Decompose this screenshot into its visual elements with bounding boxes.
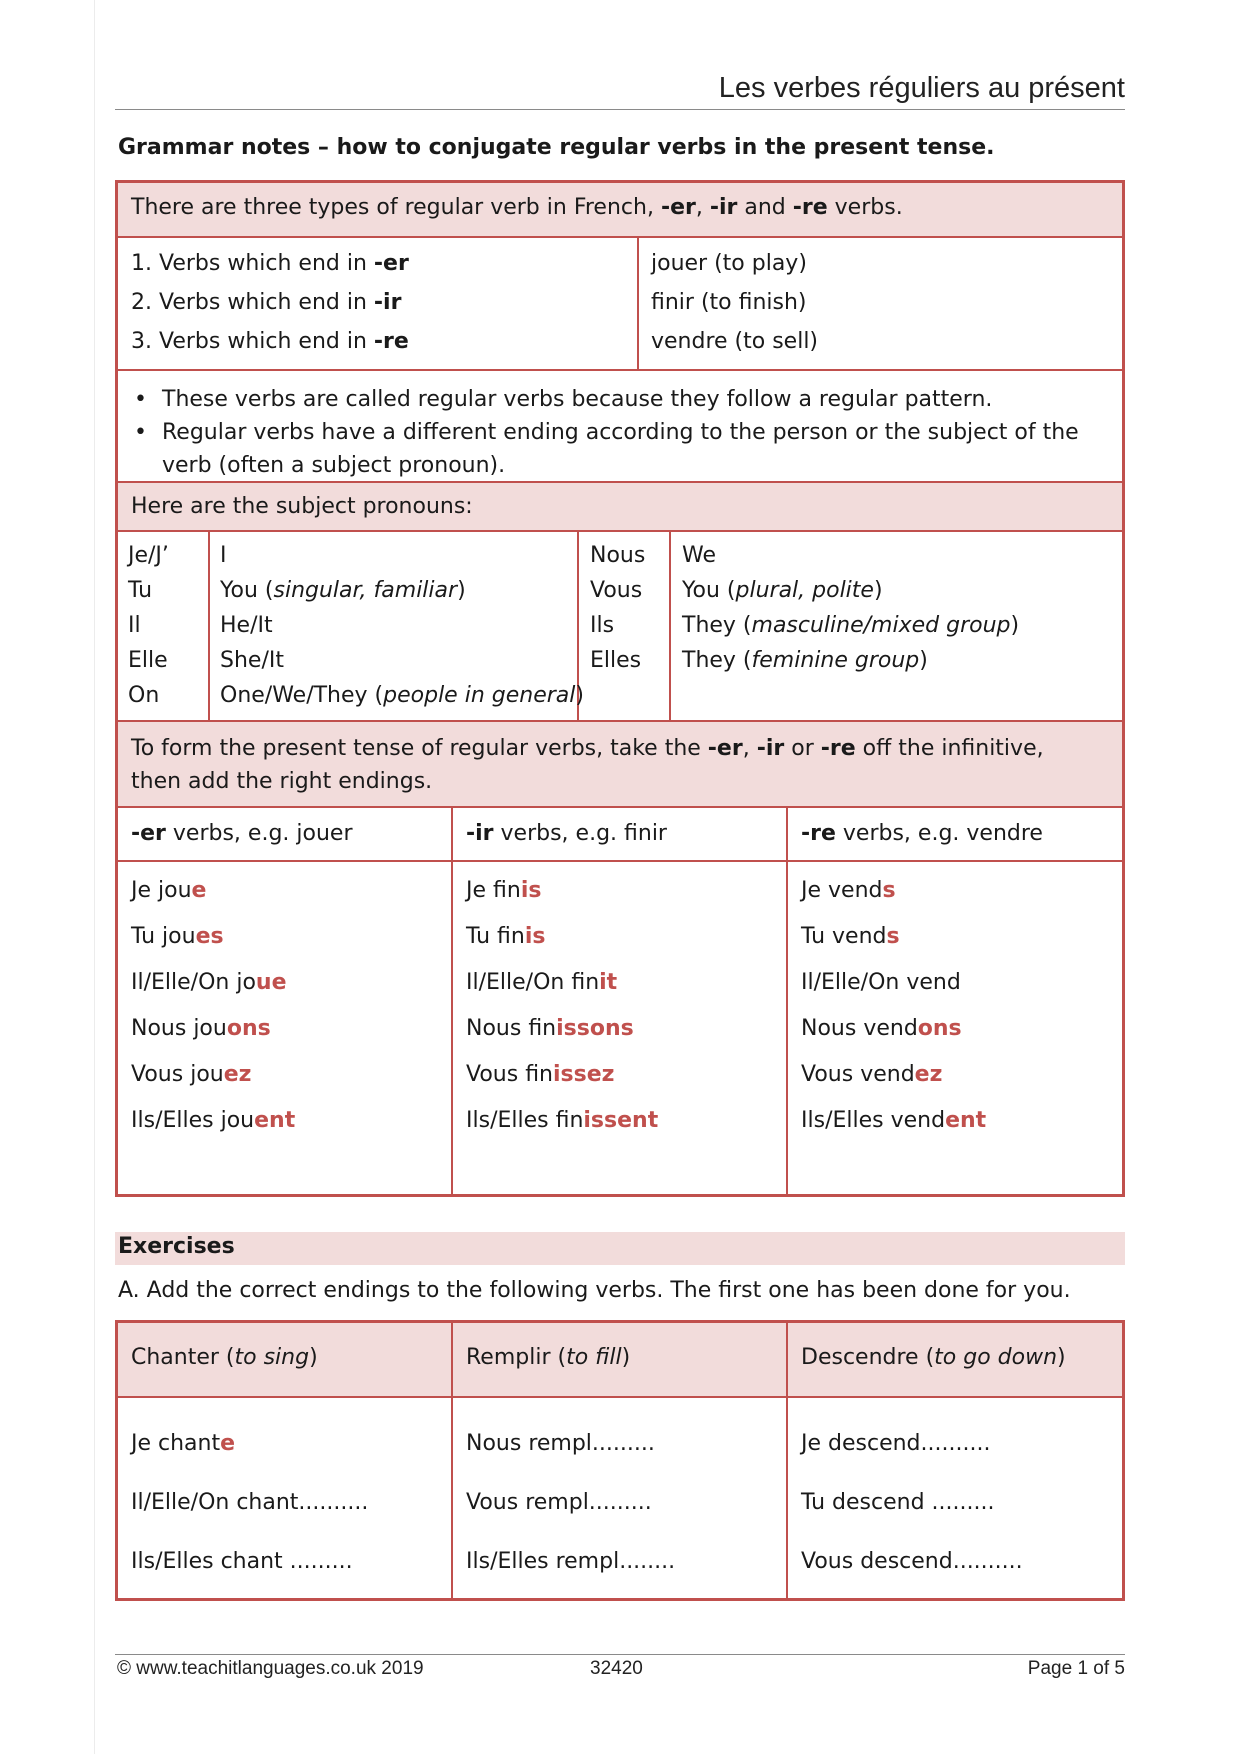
verb-stem: Tu vend xyxy=(801,924,887,949)
header-meaning: to go down xyxy=(934,1345,1058,1370)
pronoun-en xyxy=(220,643,584,678)
header-verb: ) xyxy=(1057,1345,1066,1370)
conjugation-line xyxy=(466,1052,658,1098)
conjugation-line xyxy=(466,868,658,914)
column-divider xyxy=(208,532,210,720)
pronoun-en-text: You ( xyxy=(220,578,274,603)
column-divider xyxy=(669,532,671,720)
verb-ending: is xyxy=(520,878,542,903)
form-intro-part: off the infinitive, xyxy=(855,736,1044,761)
pronouns-row xyxy=(118,530,1122,720)
bullet-icon: • xyxy=(134,420,147,445)
pronoun-note: masculine/mixed group xyxy=(751,613,1011,638)
page-edge xyxy=(94,0,95,1754)
item-number: 3. xyxy=(131,329,152,354)
verb-types-row xyxy=(118,236,1122,369)
ending-ir: -ir xyxy=(709,195,738,220)
page-title: Les verbes réguliers au présent xyxy=(718,72,1125,104)
item-number: 2. xyxy=(131,290,152,315)
exercise-prompt: Il/Elle/On chant.......... xyxy=(131,1490,369,1515)
exercise-prompt: Je descend.......... xyxy=(801,1431,991,1456)
bullet-item xyxy=(132,416,1106,482)
conjugation-line xyxy=(801,914,986,960)
exercise-table xyxy=(115,1320,1125,1601)
conjugation-line xyxy=(131,1006,295,1052)
footer-code: 32420 xyxy=(590,1658,643,1679)
types-intro-part: and xyxy=(737,195,793,220)
pronoun-en xyxy=(220,573,584,608)
verb-ending: ent xyxy=(254,1108,296,1133)
verb-stem: Il/Elle/On vend xyxy=(801,970,961,995)
bullet-list xyxy=(132,383,1106,482)
verb-stem: Nous fin xyxy=(466,1016,557,1041)
singular-pronouns-fr xyxy=(128,538,169,713)
header-meaning: to fill xyxy=(566,1345,622,1370)
pronoun-fr: Elles xyxy=(590,648,642,673)
item-ending: -er xyxy=(373,251,409,276)
conjugation-line xyxy=(131,1098,295,1144)
exercise-header-descendre xyxy=(801,1344,1066,1372)
header-ending: -ir xyxy=(466,821,494,846)
verb-example: finir (to finish) xyxy=(651,290,807,315)
exercises-heading-bar xyxy=(115,1232,1125,1265)
ending-er: -er xyxy=(660,195,696,220)
form-intro-text xyxy=(131,732,1044,798)
exercise-column-chanter xyxy=(131,1414,368,1591)
conjugation-line xyxy=(466,1006,658,1052)
pronoun-fr: Tu xyxy=(128,578,153,603)
verb-stem: Ils/Elles fin xyxy=(466,1108,584,1133)
pronoun-en-text: You ( xyxy=(682,578,736,603)
verb-ending: ons xyxy=(917,1016,962,1041)
singular-pronouns-en xyxy=(220,538,584,713)
exercise-item[interactable] xyxy=(466,1473,675,1532)
form-intro-row xyxy=(118,720,1122,806)
exercise-header-row xyxy=(118,1323,1122,1396)
form-intro-part: or xyxy=(784,736,821,761)
verb-ending: ue xyxy=(255,970,287,995)
verb-ending: is xyxy=(524,924,546,949)
item-text: Verbs which end in xyxy=(159,329,374,354)
pronoun-en-text: They ( xyxy=(682,613,752,638)
conjugation-line xyxy=(131,868,295,914)
exercise-prompt: Vous descend.......... xyxy=(801,1549,1023,1574)
header-verb: Remplir ( xyxy=(466,1345,567,1370)
column-divider xyxy=(786,1398,788,1598)
pronoun-en-text: ) xyxy=(919,648,928,673)
item-text: Verbs which end in xyxy=(159,251,374,276)
exercise-column-remplir xyxy=(466,1414,675,1591)
verb-stem: Vous vend xyxy=(801,1062,915,1087)
header-ending: -er xyxy=(131,821,166,846)
bullet-item xyxy=(132,383,1106,416)
types-intro-part: There are three types of regular verb in French, xyxy=(131,195,661,220)
exercise-item[interactable] xyxy=(131,1414,368,1473)
column-divider xyxy=(637,238,639,369)
column-divider xyxy=(786,862,788,1194)
verb-stem: Je vend xyxy=(801,878,883,903)
conjugation-header-re xyxy=(801,820,1043,848)
bullet-text: Regular verbs have a different ending according to the person or the subject of the verb (often a subject pronoun). xyxy=(162,420,1079,478)
verb-stem: Nous jou xyxy=(131,1016,227,1041)
header-meaning: to sing xyxy=(234,1345,310,1370)
conjugation-line xyxy=(131,960,295,1006)
item-ending: -re xyxy=(373,329,409,354)
pronoun-en-text: He/It xyxy=(220,613,273,638)
pronoun-en xyxy=(682,538,1019,573)
exercise-prompt: Vous rempl......... xyxy=(466,1490,652,1515)
pronouns-intro-text: Here are the subject pronouns: xyxy=(131,494,473,519)
pronoun-en-text: We xyxy=(682,543,716,568)
conjugation-column-re xyxy=(801,868,986,1144)
pronoun-en-text: ) xyxy=(1010,613,1020,638)
exercise-item[interactable] xyxy=(131,1473,368,1532)
types-intro-row xyxy=(118,183,1122,236)
conjugation-line xyxy=(801,1098,986,1144)
verb-stem: Nous vend xyxy=(801,1016,918,1041)
verb-ending: ons xyxy=(226,1016,271,1041)
pronoun-fr: Je/J’ xyxy=(128,543,169,568)
pronoun-en-text: They ( xyxy=(682,648,752,673)
conjugation-line xyxy=(801,1006,986,1052)
grammar-notes-heading: Grammar notes – how to conjugate regular verbs in the present tense. xyxy=(118,135,995,160)
item-number: 1. xyxy=(131,251,152,276)
pronoun-fr: Il xyxy=(128,613,141,638)
conjugation-line xyxy=(466,914,658,960)
exercise-header-chanter xyxy=(131,1344,318,1372)
footer-page-number: Page 1 of 5 xyxy=(1027,1658,1125,1679)
exercise-item[interactable] xyxy=(801,1414,1023,1473)
conjugation-line xyxy=(801,868,986,914)
header-rule xyxy=(115,109,1125,110)
pronoun-en xyxy=(220,678,584,713)
exercises-heading: Exercises xyxy=(118,1234,235,1259)
bullet-text: These verbs are called regular verbs because they follow a regular pattern. xyxy=(162,387,993,412)
verb-stem: Il/Elle/On jo xyxy=(131,970,256,995)
ending-ir: -ir xyxy=(756,736,785,761)
column-divider xyxy=(786,1323,788,1396)
verb-example-list xyxy=(651,244,818,361)
verb-stem: Tu jou xyxy=(131,924,196,949)
pronoun-en xyxy=(220,608,584,643)
pronoun-en-text: ) xyxy=(575,683,584,708)
form-intro-line xyxy=(131,732,1044,765)
verb-ending: s xyxy=(886,924,900,949)
header-verb: ) xyxy=(621,1345,631,1370)
verb-type-item xyxy=(131,244,409,283)
conjugation-row xyxy=(118,860,1122,1194)
verb-stem: Ils/Elles jou xyxy=(131,1108,255,1133)
pronouns-intro-row xyxy=(118,481,1122,530)
exercise-prompt: Nous rempl......... xyxy=(466,1431,655,1456)
types-intro-part: , xyxy=(695,195,710,220)
verb-ending: it xyxy=(599,970,618,995)
header-verb: Chanter ( xyxy=(131,1345,235,1370)
pronoun-en xyxy=(682,573,1019,608)
pronoun-en-text: ) xyxy=(873,578,883,603)
verb-stem: Vous fin xyxy=(466,1062,554,1087)
exercise-item[interactable] xyxy=(466,1532,675,1591)
ending-re: -re xyxy=(792,195,828,220)
column-divider xyxy=(451,1323,453,1396)
conjugation-line xyxy=(466,960,658,1006)
header-verb: ) xyxy=(309,1345,318,1370)
verb-ending: es xyxy=(195,924,224,949)
conjugation-line xyxy=(801,960,986,1006)
verb-stem: Je jou xyxy=(131,878,192,903)
ending-re: -re xyxy=(820,736,856,761)
column-divider xyxy=(451,862,453,1194)
form-intro-line: then add the right endings. xyxy=(131,769,433,794)
conjugation-header-er xyxy=(131,820,353,848)
header-verb: Descendre ( xyxy=(801,1345,935,1370)
verb-stem: Tu fin xyxy=(466,924,525,949)
types-intro-text xyxy=(131,194,903,222)
pronoun-en xyxy=(682,643,1019,678)
item-text: Verbs which end in xyxy=(159,290,374,315)
column-divider xyxy=(451,808,453,860)
conjugation-column-er xyxy=(131,868,295,1144)
pronoun-fr: Elle xyxy=(128,648,168,673)
conjugation-header-row xyxy=(118,806,1122,860)
exercise-prompt: Je chant xyxy=(131,1431,221,1456)
verb-ending: s xyxy=(882,878,896,903)
pronoun-note: people in general xyxy=(383,683,576,708)
verb-example: jouer (to play) xyxy=(651,251,807,276)
verb-ending: ez xyxy=(914,1062,943,1087)
header-ending: -re xyxy=(801,821,836,846)
verb-ending: ent xyxy=(945,1108,987,1133)
conjugation-column-ir xyxy=(466,868,658,1144)
pronoun-en-text: ) xyxy=(457,578,466,603)
pronoun-en xyxy=(220,538,584,573)
verb-type-item xyxy=(131,283,409,322)
verb-stem: Vous jou xyxy=(131,1062,224,1087)
form-intro-part: To form the present tense of regular verbs, take the xyxy=(131,736,708,761)
header-text: verbs, e.g. jouer xyxy=(165,821,353,846)
verb-type-item xyxy=(131,322,409,361)
item-ending: -ir xyxy=(373,290,402,315)
exercise-header-remplir xyxy=(466,1344,630,1372)
exercise-instruction: A. Add the correct endings to the following verbs. The first one has been done for you. xyxy=(118,1278,1071,1303)
verb-ending: e xyxy=(191,878,207,903)
pronoun-fr: Vous xyxy=(590,578,643,603)
verb-stem: Ils/Elles vend xyxy=(801,1108,946,1133)
exercise-item[interactable] xyxy=(801,1532,1023,1591)
header-text: verbs, e.g. vendre xyxy=(835,821,1043,846)
verb-ending: issons xyxy=(556,1016,634,1041)
types-intro-part: verbs. xyxy=(827,195,903,220)
column-divider xyxy=(786,808,788,860)
exercise-item[interactable] xyxy=(131,1532,368,1591)
grammar-table xyxy=(115,180,1125,1197)
header-text: verbs, e.g. finir xyxy=(493,821,667,846)
exercise-prompt: Ils/Elles chant ......... xyxy=(131,1549,353,1574)
plural-pronouns-fr xyxy=(590,538,645,678)
conjugation-header-ir xyxy=(466,820,667,848)
form-intro-part: , xyxy=(742,736,757,761)
pronoun-note: plural, polite xyxy=(735,578,874,603)
verb-stem: Je fin xyxy=(466,878,521,903)
conjugation-line xyxy=(801,1052,986,1098)
pronoun-en xyxy=(682,608,1019,643)
verb-ending: ez xyxy=(223,1062,252,1087)
verb-stem: Il/Elle/On fin xyxy=(466,970,600,995)
exercise-answer: e xyxy=(220,1431,236,1456)
exercise-column-descendre xyxy=(801,1414,1023,1591)
exercise-body-row xyxy=(118,1396,1122,1598)
footer-rule xyxy=(115,1654,1125,1655)
column-divider xyxy=(451,1398,453,1598)
exercise-prompt: Ils/Elles rempl........ xyxy=(466,1549,676,1574)
exercise-item[interactable] xyxy=(466,1414,675,1473)
verb-ending: issent xyxy=(583,1108,659,1133)
conjugation-line xyxy=(466,1098,658,1144)
verb-ending: issez xyxy=(553,1062,615,1087)
conjugation-line xyxy=(131,1052,295,1098)
pronoun-fr: Ils xyxy=(590,613,615,638)
pronoun-fr: On xyxy=(128,683,160,708)
pronoun-note: feminine group xyxy=(751,648,920,673)
bullets-row xyxy=(118,369,1122,481)
ending-er: -er xyxy=(707,736,743,761)
exercise-prompt: Tu descend ......... xyxy=(801,1490,995,1515)
conjugation-line xyxy=(131,914,295,960)
exercise-item[interactable] xyxy=(801,1473,1023,1532)
pronoun-note: singular, familiar xyxy=(273,578,458,603)
pronoun-fr: Nous xyxy=(590,543,646,568)
pronoun-en-text: One/We/They ( xyxy=(220,683,384,708)
verb-example: vendre (to sell) xyxy=(651,329,819,354)
bullet-icon: • xyxy=(134,387,147,412)
pronoun-en-text: I xyxy=(220,543,227,568)
plural-pronouns-en xyxy=(682,538,1019,678)
verb-type-list xyxy=(131,244,409,361)
pronoun-en-text: She/It xyxy=(220,648,284,673)
footer-copyright: © www.teachitlanguages.co.uk 2019 xyxy=(117,1658,424,1679)
